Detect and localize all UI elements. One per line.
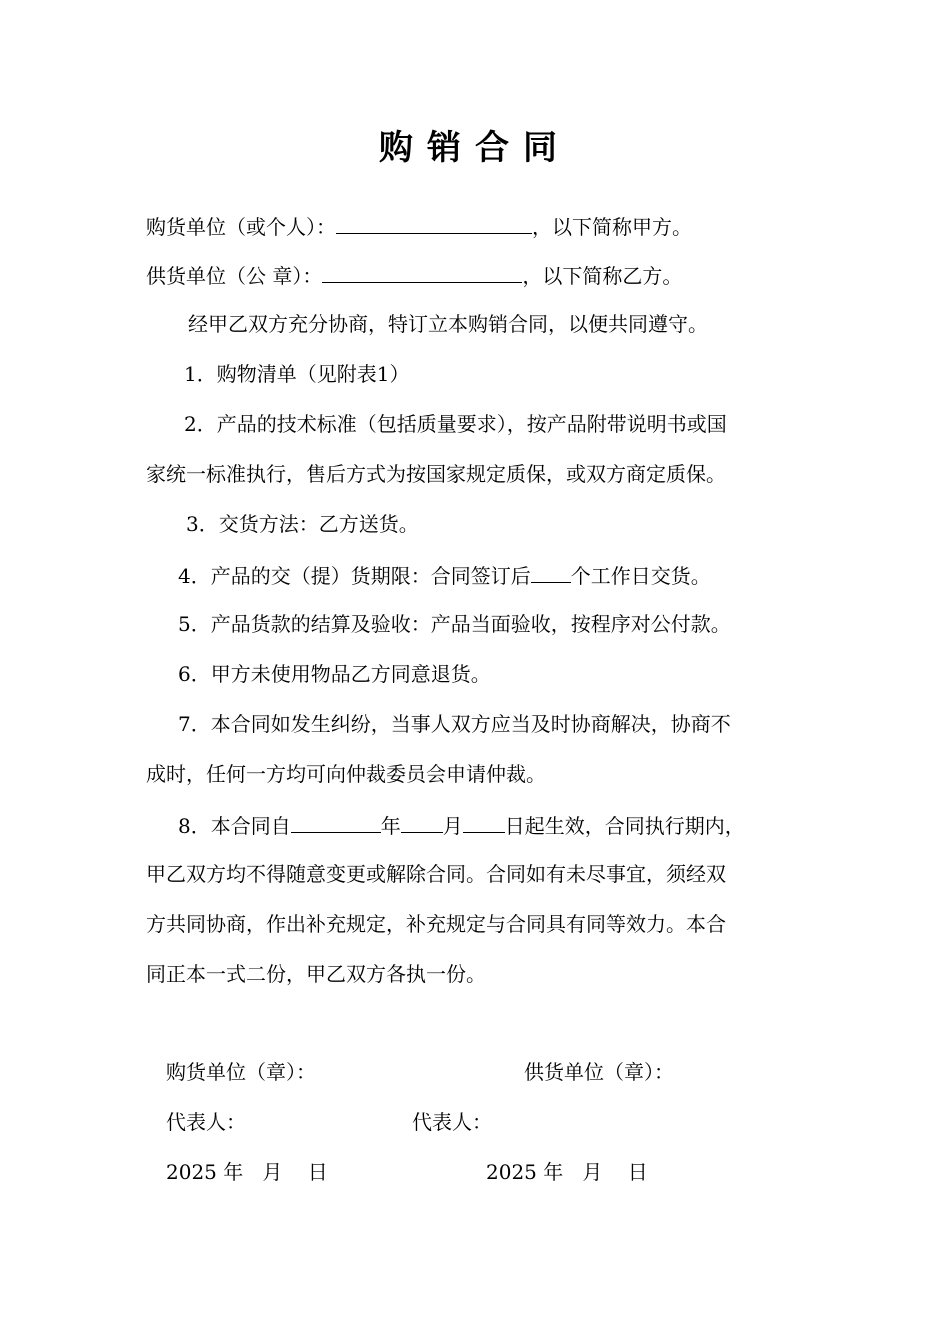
buyer-seal-label: 购货单位（章）： <box>166 1060 316 1084</box>
seller-date: 2025 年 月 日 <box>486 1160 648 1184</box>
party-a-blank[interactable] <box>336 213 532 234</box>
buyer-date: 2025 年 月 日 <box>166 1160 328 1184</box>
seller-representative-label: 代表人： <box>412 1110 492 1134</box>
clause-6: 6．甲方未使用物品乙方同意退货。 <box>178 662 491 686</box>
clause-7-line-1: 7．本合同如发生纠纷，当事人双方应当及时协商解决，协商不 <box>178 712 731 736</box>
effective-year-blank[interactable] <box>291 812 381 833</box>
clause-8-line-2: 甲乙双方均不得随意变更或解除合同。合同如有未尽事宜，须经双 <box>146 862 726 886</box>
clause-3: 3．交货方法：乙方送货。 <box>186 512 419 536</box>
clause-4-text: 4．产品的交（提）货期限：合同签订后 <box>178 564 531 588</box>
party-a-suffix: ，以下简称甲方。 <box>532 215 692 239</box>
effective-day-blank[interactable] <box>463 812 505 833</box>
clause-7-line-2: 成时，任何一方均可向仲裁委员会申请仲裁。 <box>146 762 546 786</box>
clause-8-line-3: 方共同协商，作出补充规定，补充规定与合同具有同等效力。本合 <box>146 912 726 936</box>
party-b-line <box>146 262 682 288</box>
clause-4-suffix: 个工作日交货。 <box>570 564 711 588</box>
buyer-representative-label: 代表人： <box>166 1110 246 1134</box>
party-a-label: 购货单位（或个人）： <box>146 215 336 239</box>
clause-8-line-4: 同正本一式二份，甲乙双方各执一份。 <box>146 962 486 986</box>
party-b-label: 供货单位（公 章）： <box>146 264 323 288</box>
party-b-suffix: ，以下简称乙方。 <box>522 264 683 288</box>
effective-month-blank[interactable] <box>401 812 443 833</box>
clause-5: 5．产品货款的结算及验收：产品当面验收，按程序对公付款。 <box>178 612 731 636</box>
clause-8-line-1 <box>178 812 745 838</box>
intro-paragraph: 经甲乙双方充分协商，特订立本购销合同，以便共同遵守。 <box>188 312 708 336</box>
clause-8-text: 8．本合同自 <box>178 814 291 838</box>
clause-2-line-2: 家统一标准执行，售后方式为按国家规定质保，或双方商定质保。 <box>146 462 726 486</box>
clause-8-suffix: 日起生效，合同执行期内， <box>504 814 745 838</box>
clause-4-line <box>178 562 711 588</box>
seller-seal-label: 供货单位（章）： <box>524 1060 674 1084</box>
party-b-blank[interactable] <box>322 262 522 283</box>
contract-title: 购销合同 <box>379 128 571 168</box>
party-a-line <box>146 213 692 239</box>
delivery-days-blank[interactable] <box>531 562 571 583</box>
clause-1: 1．购物清单（见附表1） <box>184 362 410 386</box>
clause-8-month: 月 <box>442 814 463 838</box>
clause-2-line-1: 2．产品的技术标准（包括质量要求），按产品附带说明书或国 <box>184 412 727 436</box>
clause-8-year: 年 <box>380 814 401 838</box>
